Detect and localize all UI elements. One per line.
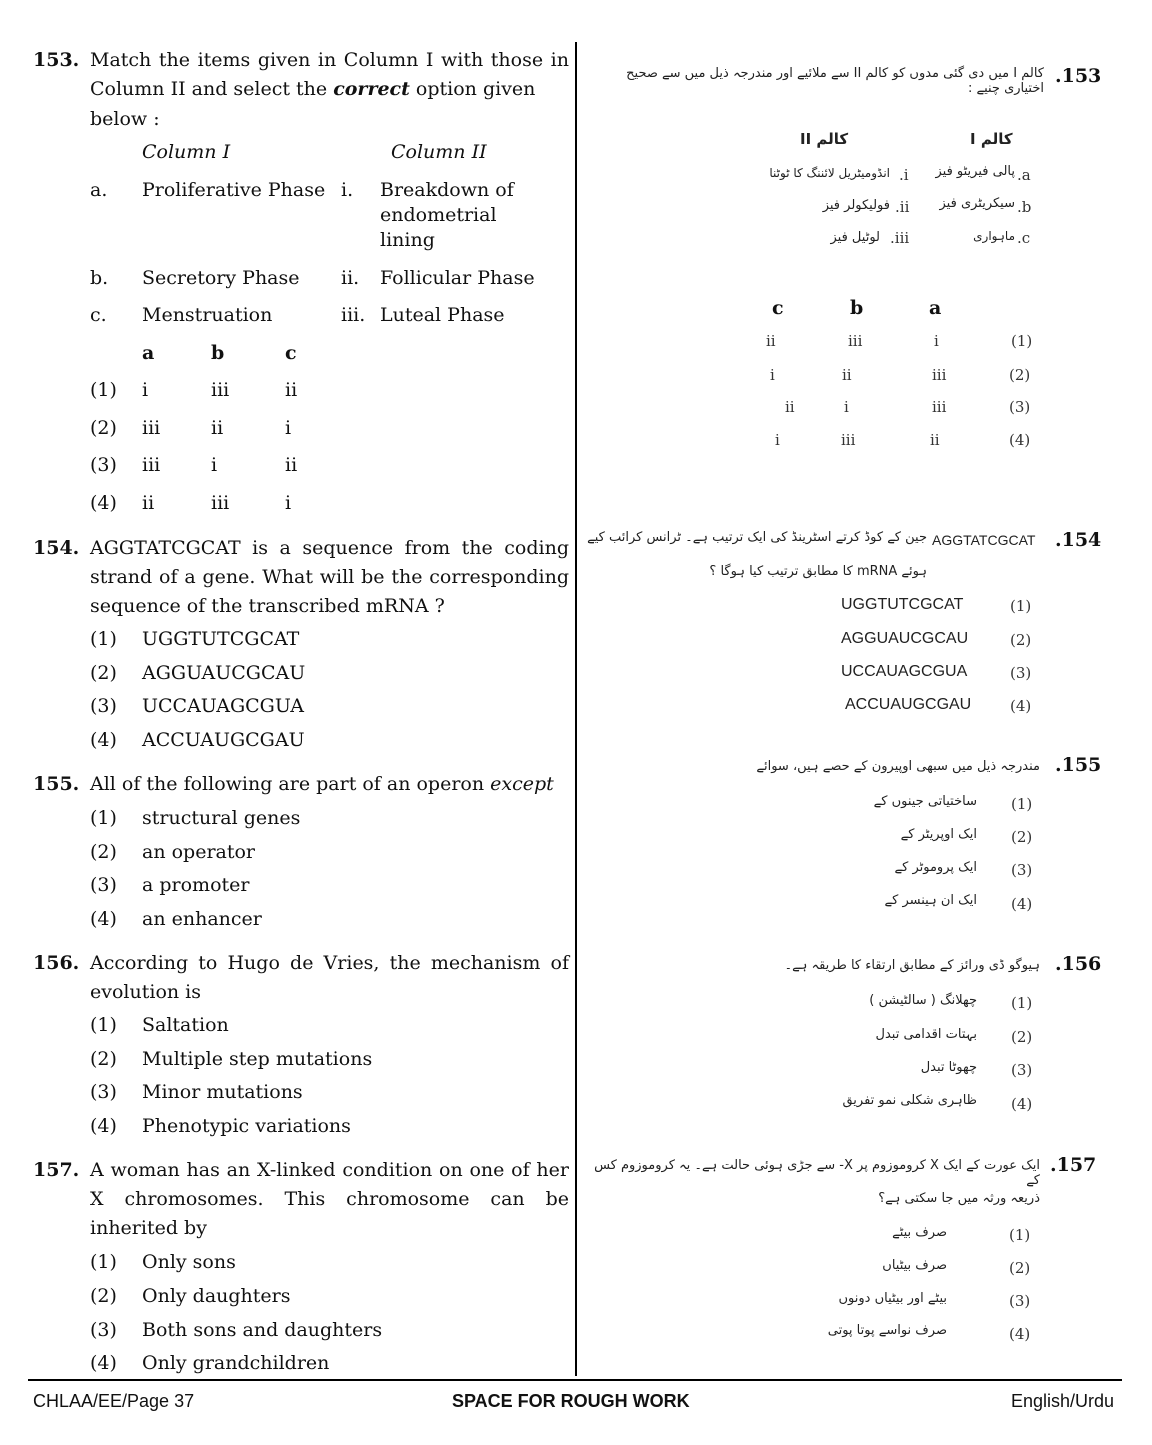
option-head-b: b: [211, 342, 225, 364]
option-cell: ii: [785, 398, 795, 416]
option-text: Only daughters: [142, 1285, 291, 1307]
match-right-item: lining: [380, 229, 435, 251]
question-number: .155: [1055, 754, 1102, 776]
emphasis-except: except: [490, 773, 554, 795]
option-number: (4): [1011, 895, 1033, 913]
option-text: بہتات اقدامی تبدل: [875, 1027, 977, 1042]
option-text: ایک ان ہینسر کے: [884, 893, 977, 908]
question-stem-line: sequence of the transcribed mRNA ?: [90, 595, 445, 617]
option-number: (1): [1011, 332, 1033, 350]
match-left-item: Secretory Phase: [142, 267, 300, 289]
match-right-item: Luteal Phase: [380, 304, 505, 326]
option-text: AGGUAUCGCAU: [841, 630, 969, 647]
option-number: (3): [1010, 664, 1032, 682]
option-text: صرف نواسے پوتا پوتی: [827, 1323, 947, 1338]
option-number: (1): [1009, 1226, 1031, 1244]
match-right-item: Breakdown of: [380, 179, 514, 201]
question-number: .154: [1055, 529, 1102, 551]
option-text: UGGTUTCGCAT: [841, 596, 964, 613]
option-number: (4): [90, 492, 117, 514]
match-key: b.: [90, 267, 109, 289]
option-text: UCCAUAGCGUA: [841, 663, 968, 680]
option-head-a: a: [929, 297, 942, 319]
option-text: AGGUAUCGCAU: [142, 662, 306, 684]
option-cell: iii: [848, 332, 863, 350]
option-text: بیٹے اور بیٹیاں دونوں: [838, 1291, 947, 1306]
match-number: .iii: [890, 229, 910, 247]
question-number: .157: [1050, 1154, 1097, 1176]
option-cell: i: [844, 398, 849, 416]
option-number: (4): [90, 908, 117, 930]
option-cell: i: [770, 366, 775, 384]
option-number: (3): [90, 1081, 117, 1103]
option-text: ایک پروموٹر کے: [894, 860, 977, 875]
option-text: Minor mutations: [142, 1081, 303, 1103]
option-text: چھلانگ ( سالٹیشن ): [869, 993, 977, 1008]
option-number: (3): [1009, 1292, 1031, 1310]
question-stem-line: evolution is: [90, 981, 201, 1003]
option-cell: iii: [932, 398, 947, 416]
match-left-item: ماہواری: [973, 229, 1015, 243]
option-number: (3): [1011, 1061, 1033, 1079]
option-number: (2): [1009, 366, 1031, 384]
match-right-item: Follicular Phase: [380, 267, 535, 289]
option-text: Only grandchildren: [142, 1352, 330, 1374]
option-number: (1): [1011, 994, 1033, 1012]
option-cell: i: [142, 379, 149, 401]
match-left-item: پالی فیریٹو فیز: [935, 164, 1015, 179]
option-text: Phenotypic variations: [142, 1115, 351, 1137]
match-left-item: Proliferative Phase: [142, 179, 326, 201]
column-1-heading: کالم I: [970, 130, 1013, 148]
option-text: صرف بیٹے: [892, 1225, 947, 1240]
match-right-item: endometrial: [380, 204, 497, 226]
option-number: (2): [1009, 1259, 1031, 1277]
option-number: (2): [90, 662, 117, 684]
option-cell: iii: [142, 454, 161, 476]
option-cell: ii: [285, 379, 298, 401]
match-right-item: انڈومیٹریل لائننگ کا ٹوٹنا: [769, 166, 890, 180]
question-stem-line: مندرجہ ذیل میں سبھی اوپیرون کے حصے ہیں، سوائے: [756, 759, 1040, 774]
question-stem-line: inherited by: [90, 1217, 207, 1239]
match-number: iii.: [341, 304, 366, 326]
option-number: (2): [90, 417, 117, 439]
option-text: ظاہری شکلی نمو تفریق: [842, 1093, 977, 1108]
rough-work-label: SPACE FOR ROUGH WORK: [452, 1391, 690, 1411]
option-number: (4): [1009, 431, 1031, 449]
match-key: .a: [1017, 166, 1031, 184]
option-cell: iii: [841, 431, 856, 449]
match-left-item: سیکریٹری فیز: [939, 196, 1015, 211]
question-number: .156: [1055, 953, 1102, 975]
option-cell: i: [775, 431, 780, 449]
option-text: Both sons and daughters: [142, 1319, 383, 1341]
option-head-c: c: [772, 297, 784, 319]
option-number: (1): [90, 628, 117, 650]
match-right-item: لوٹیل فیز: [830, 230, 880, 245]
option-text: ایک اوپریٹر کے: [900, 827, 977, 842]
column-2-heading: کالم II: [800, 130, 849, 148]
option-number: (2): [1010, 631, 1032, 649]
option-head-c: c: [285, 342, 297, 364]
column-1-heading: Column I: [142, 141, 231, 163]
option-cell: ii: [285, 454, 298, 476]
footer-rule: [28, 1379, 1122, 1381]
language-label: English/Urdu: [1011, 1391, 1115, 1411]
question-number: .153: [1055, 65, 1102, 87]
match-number: i.: [341, 179, 354, 201]
match-key: .c: [1017, 229, 1031, 247]
question-stem-line: کالم I میں دی گئی مدوں کو کالم II سے ملائیے اور مندرجہ ذیل میں سے صحیح اختیاری چنیے :: [626, 66, 1044, 96]
option-cell: i: [934, 332, 939, 350]
option-cell: ii: [842, 366, 852, 384]
match-left-item: Menstruation: [142, 304, 273, 326]
option-text: ساختیاتی جینوں کے: [873, 794, 977, 809]
option-number: (2): [1011, 1028, 1033, 1046]
option-cell: ii: [930, 431, 940, 449]
option-number: (1): [90, 1251, 117, 1273]
option-cell: iii: [211, 379, 230, 401]
question-number: 156.: [33, 952, 80, 974]
option-text: structural genes: [142, 807, 301, 829]
option-cell: i: [211, 454, 218, 476]
question-number: 153.: [33, 49, 80, 71]
option-cell: ii: [142, 492, 155, 514]
option-number: (4): [1010, 697, 1032, 715]
option-cell: ii: [211, 417, 224, 439]
question-stem-line: X chromosomes. This chromosome can be: [90, 1188, 569, 1210]
option-cell: i: [285, 492, 292, 514]
option-cell: iii: [142, 417, 161, 439]
question-stem-line: below :: [90, 108, 160, 130]
option-text: UGGTUTCGCAT: [142, 628, 300, 650]
option-number: (1): [90, 807, 117, 829]
question-stem-line: ایک عورت کے ایک X کروموزوم پر X- سے جڑی ہوئی حالت ہے۔ یہ کروموزوم کس کے: [594, 1158, 1040, 1188]
option-text: Saltation: [142, 1014, 229, 1036]
option-text: ACCUAUGCGAU: [845, 696, 972, 713]
question-stem-line: According to Hugo de Vries, the mechanism of: [90, 952, 569, 974]
question-stem-line: strand of a gene. What will be the corresponding: [90, 566, 569, 588]
option-number: (3): [90, 695, 117, 717]
match-number: ii.: [341, 267, 360, 289]
option-text: a promoter: [142, 874, 250, 896]
match-number: .ii: [895, 198, 910, 216]
option-cell: i: [285, 417, 292, 439]
option-number: (4): [90, 729, 117, 751]
option-head-b: b: [850, 297, 864, 319]
option-number: (2): [90, 841, 117, 863]
option-number: (4): [1011, 1095, 1033, 1113]
question-number: 155.: [33, 773, 80, 795]
option-number: (3): [90, 454, 117, 476]
question-stem-line: Column II and select the correct option given: [90, 78, 536, 100]
match-right-item: فولیکولر فیز: [822, 198, 890, 213]
option-text: Multiple step mutations: [142, 1048, 373, 1070]
option-number: (3): [1009, 398, 1031, 416]
option-number: (1): [90, 379, 117, 401]
question-stem-line: ہیوگو ڈی ورائز کے مطابق ارتقاء کا طریقہ ہے۔: [784, 958, 1040, 973]
option-number: (1): [1011, 795, 1033, 813]
question-stem-line: ذریعہ ورثہ میں جا سکتی ہے؟: [878, 1191, 1040, 1206]
option-number: (4): [90, 1115, 117, 1137]
option-number: (2): [90, 1285, 117, 1307]
option-text: صرف بیٹیاں: [882, 1258, 947, 1273]
emphasis-correct: correct: [333, 78, 410, 100]
match-key: a.: [90, 179, 108, 201]
column-divider: [575, 42, 577, 1376]
option-number: (4): [1009, 1325, 1031, 1343]
question-number: 157.: [33, 1159, 80, 1181]
option-number: (1): [90, 1014, 117, 1036]
option-cell: iii: [932, 366, 947, 384]
option-text: UCCAUAGCGUA: [142, 695, 305, 717]
option-number: (1): [1010, 597, 1032, 615]
question-stem-line: AGGTATCGCAT is a sequence from the coding: [90, 537, 569, 559]
option-number: (3): [90, 874, 117, 896]
option-text: چھوٹا تبدل: [920, 1060, 977, 1075]
page-id: CHLAA/EE/Page 37: [33, 1391, 195, 1411]
option-text: an operator: [142, 841, 256, 863]
option-number: (3): [90, 1319, 117, 1341]
option-text: ACCUAUGCGAU: [142, 729, 305, 751]
option-number: (3): [1011, 861, 1033, 879]
option-head-a: a: [142, 342, 155, 364]
option-cell: iii: [211, 492, 230, 514]
option-cell: ii: [766, 332, 776, 350]
match-key: c.: [90, 304, 107, 326]
column-2-heading: Column II: [391, 141, 487, 163]
match-number: .i: [899, 166, 909, 184]
question-stem-line: A woman has an X-linked condition on one of her: [90, 1159, 569, 1181]
question-number: 154.: [33, 537, 80, 559]
option-text: Only sons: [142, 1251, 236, 1273]
question-stem-line: ہوئے mRNA کا مطابق ترتیب کیا ہوگا ؟: [709, 564, 927, 579]
sequence-code: AGGTATCGCAT: [932, 532, 1036, 548]
question-stem-line: Match the items given in Column I with those in: [90, 49, 569, 71]
question-stem-line: All of the following are part of an operon except: [90, 773, 554, 795]
question-stem-line: جین کے کوڈ کرتے اسٹرینڈ کی ایک ترتیب ہے۔ ٹرانس کرائب کیے: [587, 530, 927, 545]
match-key: .b: [1017, 198, 1032, 216]
option-number: (2): [90, 1048, 117, 1070]
option-text: an enhancer: [142, 908, 262, 930]
option-number: (4): [90, 1352, 117, 1374]
option-number: (2): [1011, 828, 1033, 846]
